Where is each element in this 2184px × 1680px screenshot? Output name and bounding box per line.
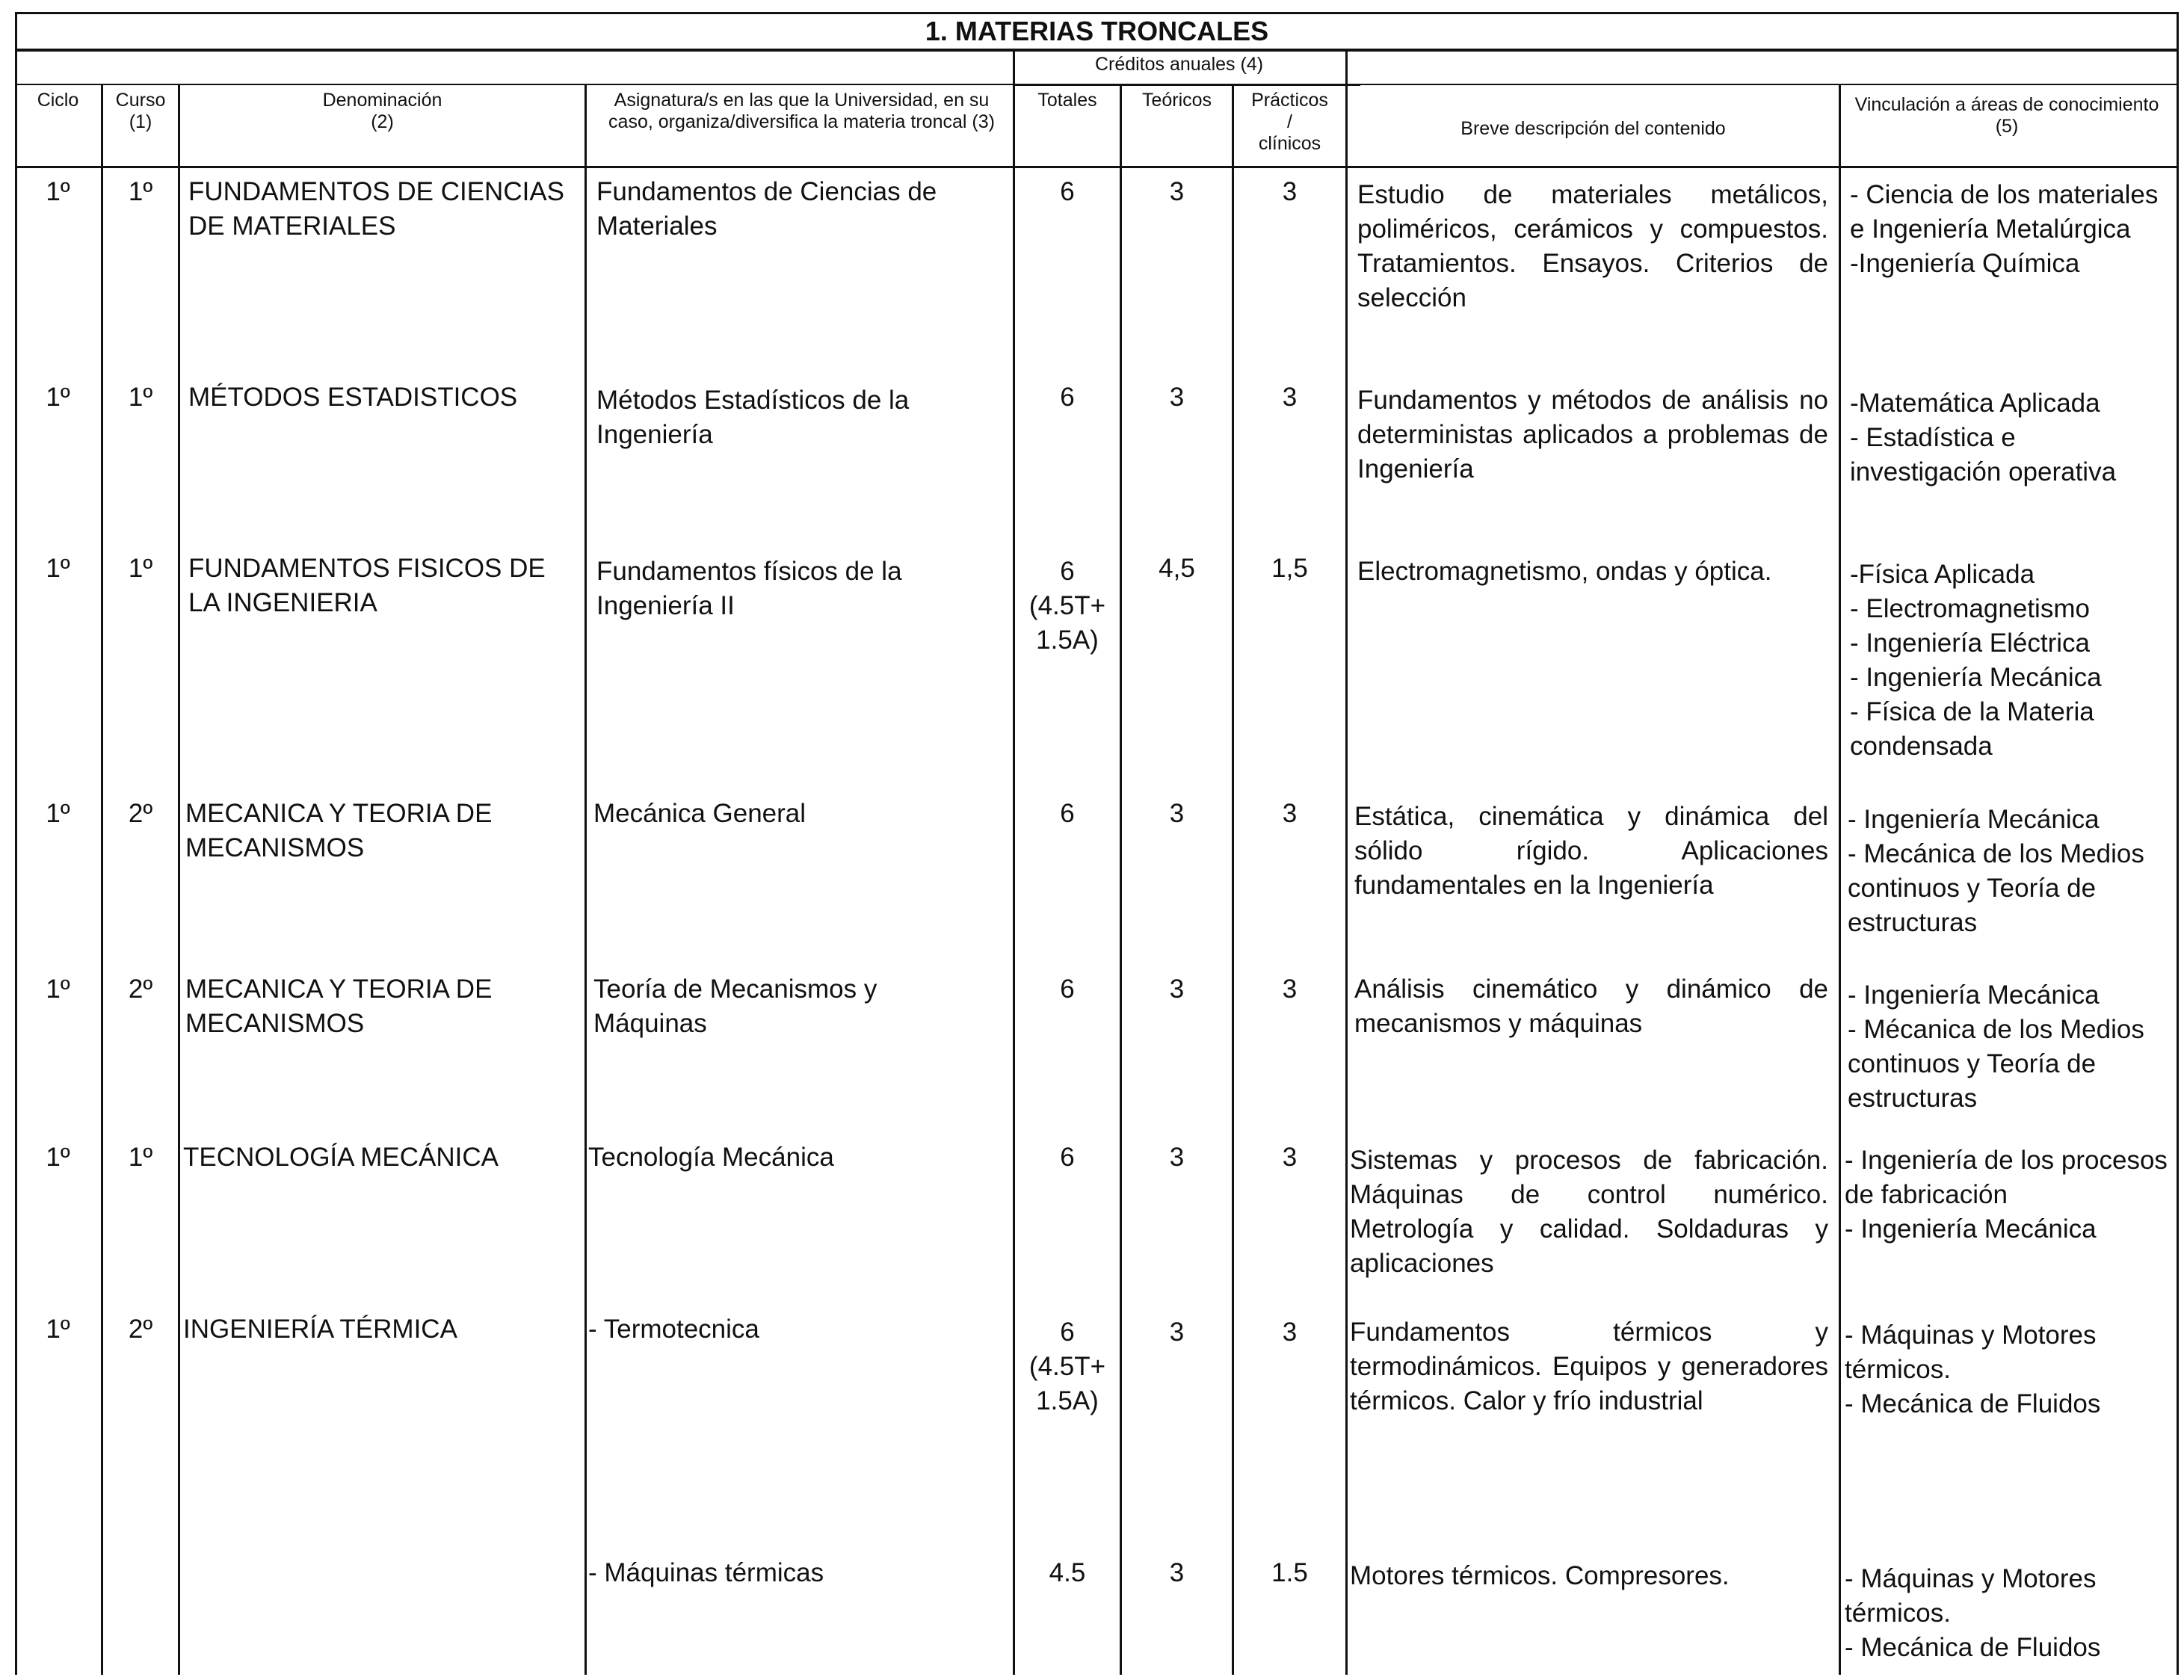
row5-denominacion: MECANICA Y TEORIA DE MECANISMOS: [185, 975, 493, 1038]
row8-descripcion: Motores térmicos. Compresores.: [1350, 1561, 1730, 1590]
row2-vinculacion: -Matemática Aplicada - Estadística e investigación operativa: [1850, 389, 2117, 487]
materias-troncales-table: [15, 12, 2179, 1675]
row5-curso: 2º: [128, 975, 153, 1004]
row5-vinculacion: - Ingeniería Mecánica - Mécanica de los Medios continuos y Teoría de estructuras: [1848, 980, 2144, 1113]
row4-vinculacion: - Ingeniería Mecánica - Mecánica de los Medios continuos y Teoría de estructuras: [1848, 805, 2144, 937]
credits-group-header: Créditos anuales (4): [1094, 54, 1264, 75]
row1-descripcion: Estudio de materiales metálicos, poliméricos, cerámicos y compuestos. Tratamientos. Ensayos. Criterios de selección: [1357, 180, 1828, 312]
row2-curso: 1º: [128, 383, 153, 412]
row6-totales: 6: [1060, 1143, 1075, 1172]
grid-line-denominacion: [584, 84, 587, 1675]
row7-totales: 6 (4.5T+ 1.5A): [1028, 1318, 1106, 1415]
row4-denominacion: MECANICA Y TEORIA DE MECANISMOS: [185, 799, 493, 862]
row2-teoricos: 3: [1169, 383, 1185, 412]
grid-line-right: [2177, 49, 2179, 1675]
header-practicos: Prácticos / clínicos: [1251, 90, 1328, 154]
row1-ciclo: 1º: [46, 177, 70, 206]
row1-vinculacion: - Ciencia de los materiales e Ingeniería Metalúrgica -Ingeniería Química: [1850, 180, 2159, 278]
row4-curso: 2º: [128, 799, 153, 828]
row1-curso: 1º: [128, 177, 153, 206]
header-top-line: [15, 49, 2179, 52]
row4-descripcion: Estática, cinemática y dinámica del sólido rígido. Aplicaciones fundamentales en la Ingeniería: [1354, 802, 1828, 900]
row3-asignatura: Fundamentos físicos de la Ingeniería II: [596, 557, 902, 620]
header-denominacion: Denominación (2): [322, 90, 442, 132]
row2-totales: 6: [1060, 383, 1075, 412]
grid-line-totales: [1120, 84, 1122, 1675]
row6-curso: 1º: [128, 1143, 153, 1172]
row3-totales: 6 (4.5T+ 1.5A): [1028, 557, 1106, 655]
grid-line-ciclo: [101, 84, 103, 1675]
row1-practicos: 3: [1282, 177, 1298, 206]
grid-line-asignatura: [1013, 49, 1015, 1675]
row7-practicos: 3: [1282, 1318, 1298, 1347]
row8-practicos: 1.5: [1271, 1558, 1308, 1587]
row1-denominacion: FUNDAMENTOS DE CIENCIAS DE MATERIALES: [188, 177, 565, 241]
row6-vinculacion: - Ingeniería de los procesos de fabricación - Ingeniería Mecánica: [1845, 1146, 2168, 1244]
row5-descripcion: Análisis cinemático y dinámico de mecanismos y máquinas: [1354, 975, 1828, 1038]
row6-teoricos: 3: [1169, 1143, 1185, 1172]
row1-totales: 6: [1060, 177, 1075, 206]
header-teoricos: Teóricos: [1141, 90, 1212, 111]
row7-ciclo: 1º: [46, 1315, 70, 1344]
row3-denominacion: FUNDAMENTOS FISICOS DE LA INGENIERIA: [188, 554, 546, 617]
row3-practicos: 1,5: [1271, 554, 1308, 583]
grid-line-teoricos: [1232, 84, 1234, 1675]
row6-practicos: 3: [1282, 1143, 1298, 1172]
header-descripcion: Breve descripción del contenido: [1460, 118, 1726, 139]
row5-teoricos: 3: [1169, 975, 1185, 1004]
row4-ciclo: 1º: [46, 799, 70, 828]
row5-ciclo: 1º: [46, 975, 70, 1004]
row5-totales: 6: [1060, 975, 1075, 1004]
header-totales: Totales: [1037, 90, 1097, 111]
row6-denominacion: TECNOLOGÍA MECÁNICA: [183, 1143, 499, 1172]
row7-curso: 2º: [128, 1315, 153, 1344]
credits-group-line: [1013, 84, 1360, 86]
row7-denominacion: INGENIERÍA TÉRMICA: [183, 1315, 457, 1344]
header-mid-line-right: [1360, 84, 2179, 85]
row1-teoricos: 3: [1169, 177, 1185, 206]
row5-practicos: 3: [1282, 975, 1298, 1004]
row7-descripcion: Fundamentos térmicos y termodinámicos. Equipos y generadores térmicos. Calor y frío industrial: [1350, 1318, 1828, 1415]
grid-line-practicos: [1345, 49, 1348, 1675]
row4-asignatura: Mecánica General: [593, 799, 806, 828]
grid-line-curso: [178, 84, 180, 1675]
row7-teoricos: 3: [1169, 1318, 1185, 1347]
row2-denominacion: MÉTODOS ESTADISTICOS: [188, 383, 518, 412]
row2-descripcion: Fundamentos y métodos de análisis no deterministas aplicados a problemas de Ingeniería: [1357, 386, 1828, 484]
grid-line-left: [15, 49, 17, 1675]
row3-curso: 1º: [128, 554, 153, 583]
row2-practicos: 3: [1282, 383, 1298, 412]
row7-asignatura: - Termotecnica: [588, 1315, 759, 1344]
row2-asignatura: Métodos Estadísticos de la Ingeniería: [596, 386, 910, 449]
header-ciclo: Ciclo: [37, 90, 79, 111]
row8-totales: 4.5: [1049, 1558, 1086, 1587]
row8-asignatura: - Máquinas térmicas: [588, 1558, 824, 1587]
row8-teoricos: 3: [1169, 1558, 1185, 1587]
row6-descripcion: Sistemas y procesos de fabricación. Máquinas de control numérico. Metrología y calidad. Soldaduras y aplicaciones: [1350, 1146, 1828, 1278]
row3-vinculacion: -Física Aplicada - Electromagnetismo - Ingeniería Eléctrica - Ingeniería Mecánica - Física de la Materia condensada: [1850, 560, 2102, 761]
row6-asignatura: Tecnología Mecánica: [588, 1143, 834, 1172]
row2-ciclo: 1º: [46, 383, 70, 412]
header-bottom-line: [15, 166, 2179, 168]
row3-ciclo: 1º: [46, 554, 70, 583]
row8-vinculacion: - Máquinas y Motores térmicos. - Mecánica de Fluidos: [1845, 1564, 2101, 1662]
row3-descripcion: Electromagnetismo, ondas y óptica.: [1357, 557, 1772, 586]
grid-line-descripcion: [1839, 84, 1841, 1675]
row7-vinculacion: - Máquinas y Motores térmicos. - Mecánica de Fluidos: [1845, 1321, 2101, 1418]
header-asignatura: Asignatura/s en las que la Universidad, en su caso, organiza/diversifica la materia troncal (3): [608, 90, 995, 132]
header-vinculacion: Vinculación a áreas de conocimiento (5): [1854, 94, 2159, 137]
header-mid-line-left: [15, 84, 1013, 85]
row3-teoricos: 4,5: [1159, 554, 1195, 583]
row6-ciclo: 1º: [46, 1143, 70, 1172]
header-curso: Curso (1): [115, 90, 166, 132]
row4-totales: 6: [1060, 799, 1075, 828]
row5-asignatura: Teoría de Mecanismos y Máquinas: [593, 975, 877, 1038]
row4-teoricos: 3: [1169, 799, 1185, 828]
row1-asignatura: Fundamentos de Ciencias de Materiales: [596, 177, 937, 241]
row4-practicos: 3: [1282, 799, 1298, 828]
table-title: 1. MATERIAS TRONCALES: [15, 12, 2179, 51]
